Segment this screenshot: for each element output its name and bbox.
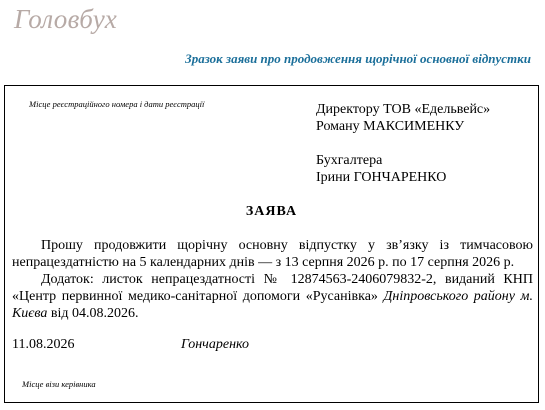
application-date: 11.08.2026 <box>12 337 75 352</box>
body-paragraph-request: Прошу продовжити щорічну основну відпустку у зв’язку із тимчасовою непрацездатністю на 5 календарних днів — з 13 серпня 2026 р. по 17 серпня 2026 р. <box>12 238 533 270</box>
addressee-line-director: Директору ТОВ «Едельвейс» <box>316 102 491 117</box>
attachment-text-start: Додаток: листок непрацездатності № 12874563-2406079832-2, виданий КНП «Центр первинної медико-санітарної допомоги «Русанівка» <box>12 272 533 304</box>
application-form <box>4 85 539 403</box>
body-paragraph-attachment <box>12 271 533 322</box>
addressee-block <box>316 101 490 186</box>
addressee-line-position: Бухгалтера <box>316 153 383 168</box>
attachment-text-end: від 04.08.2026. <box>47 306 139 321</box>
document-title: ЗАЯВА <box>245 204 298 219</box>
document-body <box>12 237 533 322</box>
brand-logo: Головбух <box>14 4 117 34</box>
registration-note: Місце реєстраційного номера і дати реєстрації <box>29 99 205 109</box>
signature: Гончаренко <box>181 337 250 352</box>
visa-note: Місце візи керівника <box>22 379 96 389</box>
addressee-line-director-name: Роману МАКСИМЕНКУ <box>316 119 465 134</box>
page-title: Зразок заяви про продовження щорічної основної відпустки <box>185 51 531 66</box>
addressee-line-sender-name: Ірини ГОНЧАРЕНКО <box>316 170 447 185</box>
attachment-text-district: Дніпровського району м. Києва <box>12 289 533 321</box>
